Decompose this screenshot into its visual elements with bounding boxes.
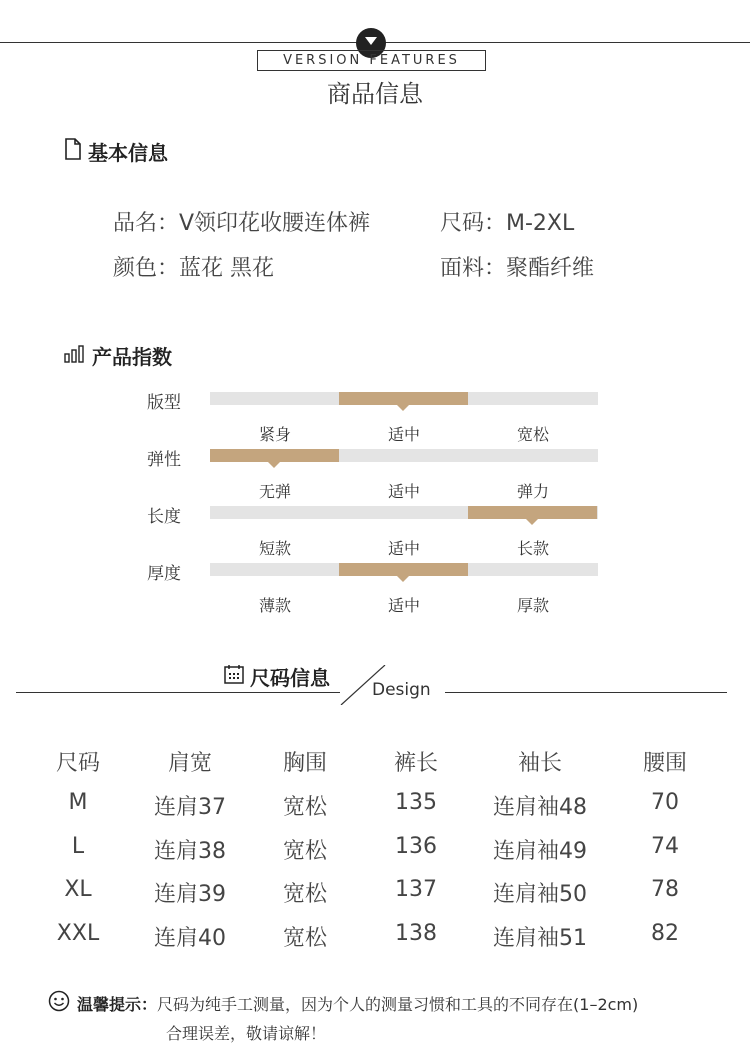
size-table-cell: 连肩袖51 [493,925,587,951]
page-subtitle: 商品信息 [327,80,423,108]
size-table-cell: 138 [395,920,437,946]
info-fabric: 面料：聚酯纤维 [440,256,595,281]
product-index-title: 产品指数 [92,345,172,369]
size-info-title: 尺码信息 [250,666,330,690]
size-divider-right [445,692,727,693]
size-table-cell: 宽松 [282,838,327,864]
size-table-cell: XXL [56,920,100,946]
size-table-cell: 78 [651,877,679,902]
size-column-header: 腰围 [642,751,687,776]
size-table-cell: 宽松 [282,925,327,951]
size-column-header: 袖长 [517,751,562,776]
gauge-track [210,506,598,519]
size-divider-left [16,692,340,693]
gauge-track [210,449,598,462]
gauge-fill [339,563,468,576]
gauge-tick: 弹力 [516,482,549,501]
gauge-fill [468,506,597,519]
tip-line-1 [77,992,638,1015]
gauge-tick: 长款 [516,539,549,558]
tip-label: 温馨提示： [77,995,158,1014]
gauge-tick: 宽松 [516,425,549,444]
size-column-header: 胸围 [282,751,327,776]
gauge-label: 弹性 [147,450,181,470]
product-index-heading [64,341,172,370]
gauge-label: 厚度 [147,564,181,584]
gauge-label: 长度 [147,507,181,527]
gauge-fill [339,392,468,405]
gauge-track [210,563,598,576]
gauge-tick: 适中 [387,539,420,558]
bar-chart-icon [64,344,86,368]
calendar-grid-icon [224,664,244,689]
gauge-tick: 厚款 [516,596,549,615]
gauge-tick: 适中 [387,482,420,501]
size-info-heading [224,662,330,691]
info-color: 颜色：蓝花 黑花 [113,256,274,281]
size-column-header: 裤长 [393,751,438,776]
size-table-cell: 连肩37 [154,795,226,820]
design-label: Design [372,680,431,700]
gauge-tick: 适中 [387,596,420,615]
size-column-header: 尺码 [55,751,100,776]
basic-info-heading [64,137,168,166]
info-size: 尺码：M-2XL [440,211,575,236]
size-column-header: 肩宽 [167,751,212,776]
size-table-cell: 连肩袖48 [493,795,587,820]
size-table-cell: 82 [651,920,679,946]
gauge-label: 版型 [147,393,181,413]
document-icon [64,138,82,165]
size-table-cell: L [71,833,85,859]
size-table-cell: 连肩38 [154,838,226,864]
size-table-cell: 74 [651,833,679,859]
size-table-cell: 137 [395,877,437,902]
info-name: 品名：V领印花收腰连体裤 [113,211,371,236]
size-table-cell: 连肩39 [154,882,226,907]
size-table-cell: XL [64,877,92,902]
size-table-cell: 136 [395,833,437,859]
gauge-track [210,392,598,405]
size-table-cell: 70 [651,790,679,815]
gauge-tick: 适中 [387,425,420,444]
basic-info-title: 基本信息 [88,141,168,165]
size-table-cell: 宽松 [282,795,327,820]
gauge-tick: 短款 [258,539,291,558]
gauge-tick: 薄款 [258,596,291,615]
size-table-cell: 连肩40 [154,925,226,951]
version-features-label: VERSION FEATURES [257,50,486,71]
gauge-tick: 紧身 [258,425,291,444]
size-table-cell: 宽松 [282,882,327,907]
gauge-fill [210,449,339,462]
size-table-cell: 连肩袖50 [493,882,587,907]
size-table-cell: 135 [395,790,437,815]
size-table-cell: 连肩袖49 [493,838,587,864]
size-table-cell: M [68,790,88,815]
smiley-icon [48,990,70,1016]
tip-text-1: 尺码为纯手工测量，因为个人的测量习惯和工具的不同存在(1–2cm) [157,995,639,1014]
gauge-tick: 无弹 [258,482,291,501]
tip-line-2: 合理误差，敬请谅解！ [166,1024,327,1043]
